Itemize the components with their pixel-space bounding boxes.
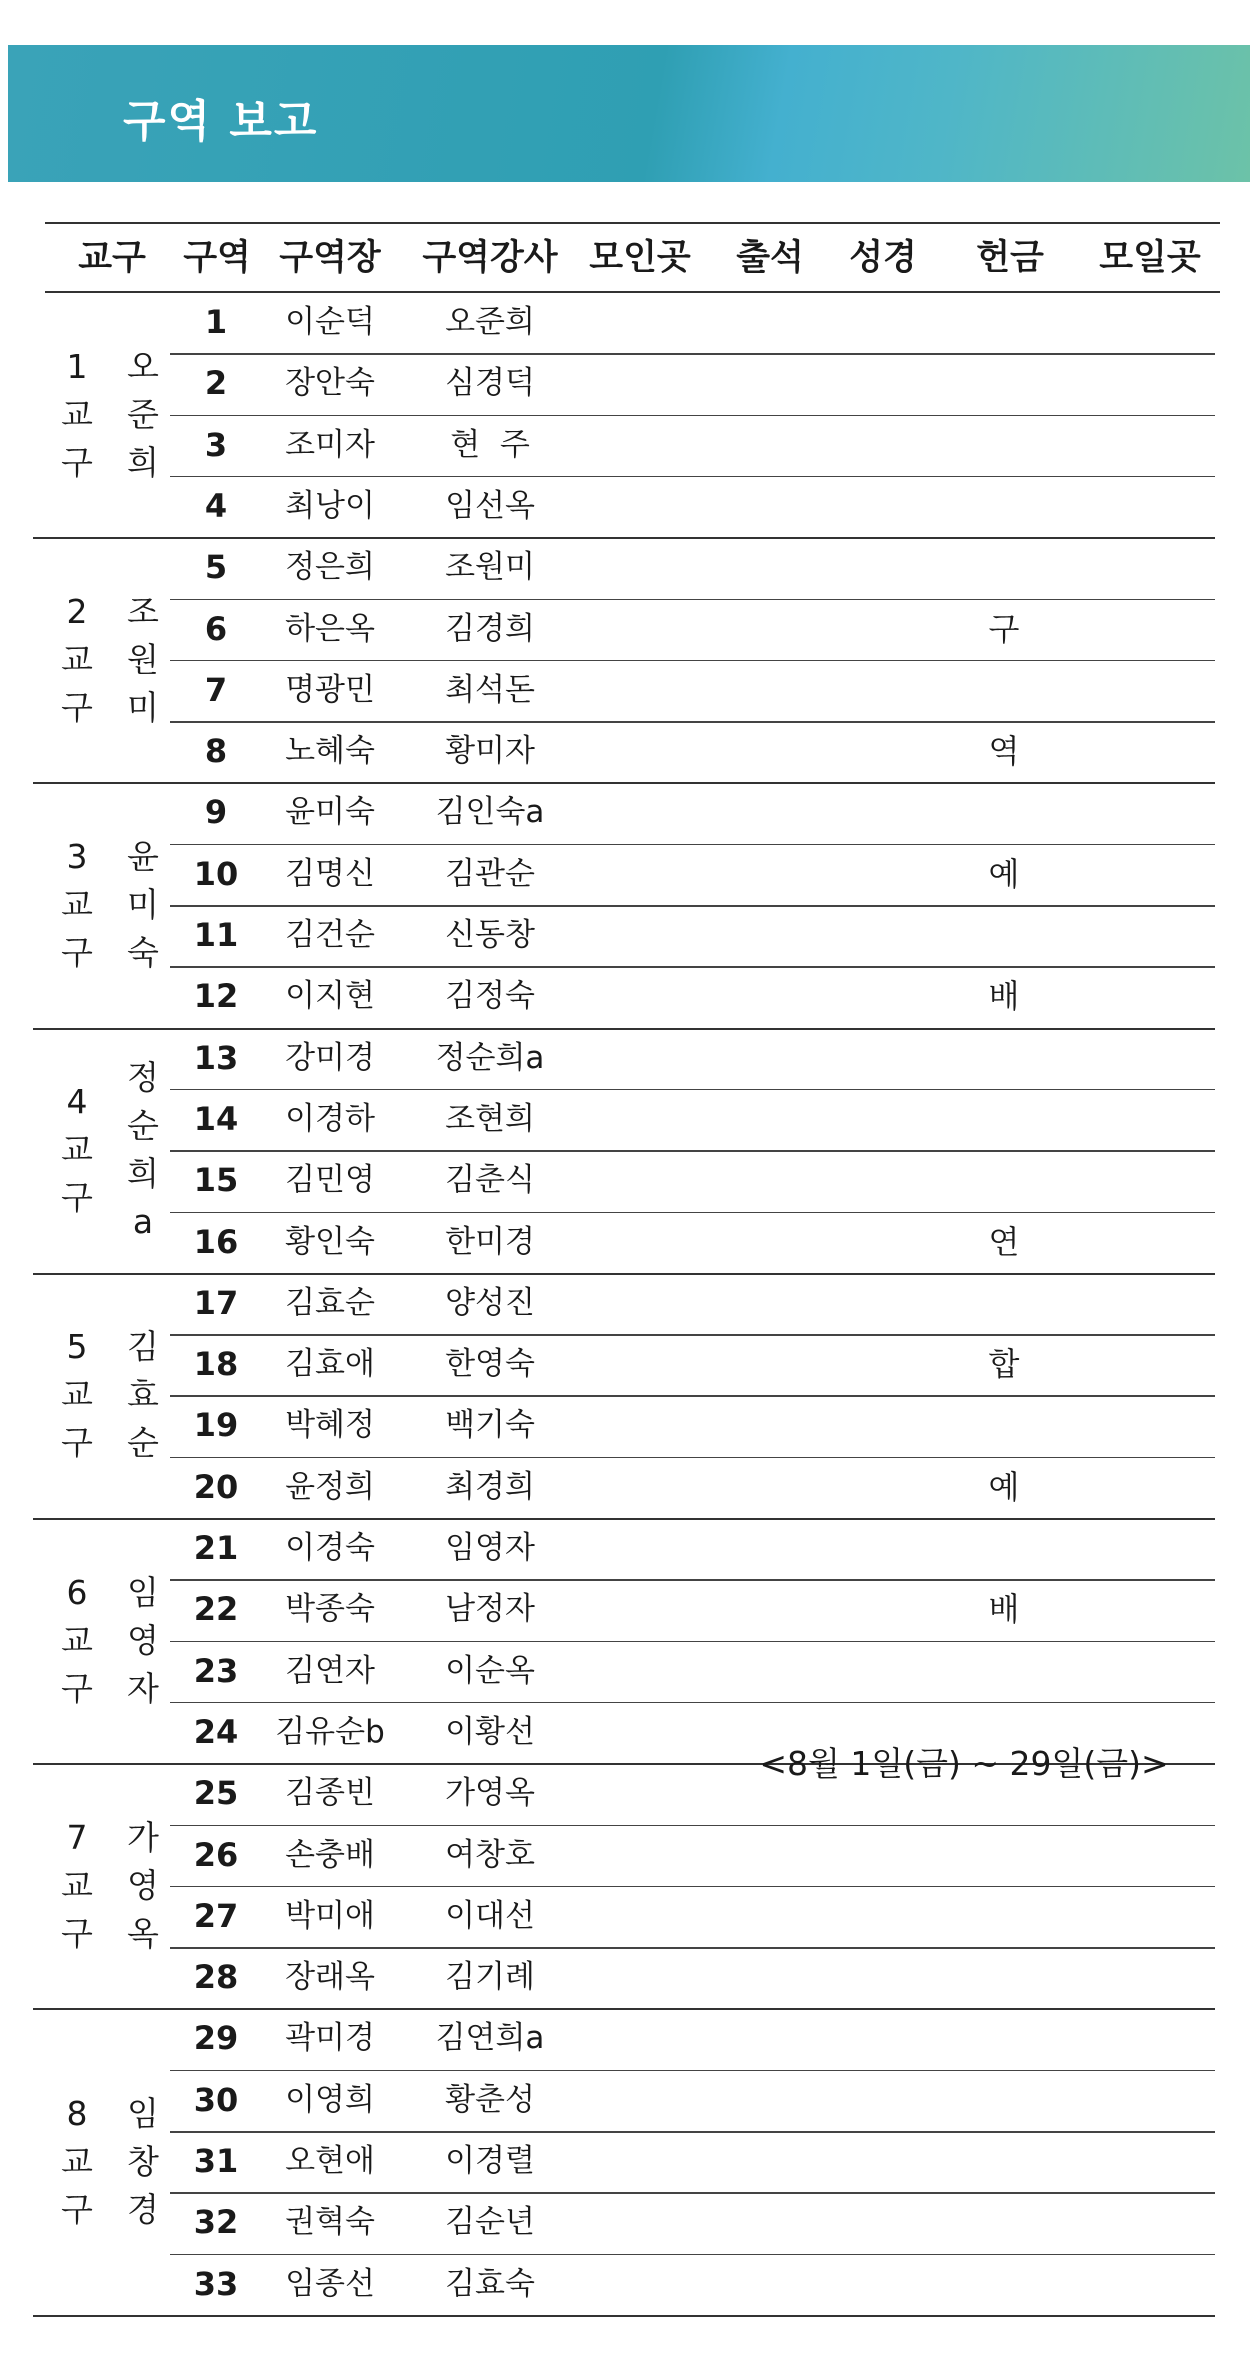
district-number: 11 bbox=[193, 916, 239, 954]
district-number: 3 bbox=[204, 425, 228, 464]
district-teacher-name: 김춘식 bbox=[445, 1162, 535, 1199]
parish-number: 5 bbox=[66, 1327, 88, 1367]
district-number: 18 bbox=[193, 1345, 239, 1384]
district-number: 13 bbox=[193, 1038, 239, 1077]
parish-label-char: 구 bbox=[61, 1913, 93, 1953]
district-number: 17 bbox=[193, 1283, 239, 1322]
parish-label-char: 구 bbox=[61, 1668, 93, 1708]
parish-label-char: 교 bbox=[61, 1865, 93, 1905]
district-leader-name: 최낭이 bbox=[285, 487, 375, 524]
district-teacher-name: 백기숙 bbox=[445, 1407, 535, 1444]
district-teacher-name: 조원미 bbox=[445, 549, 535, 586]
offering-note-char: 예 bbox=[988, 854, 1020, 893]
column-header: 헌금 bbox=[976, 238, 1044, 278]
district-leader-name: 김효애 bbox=[285, 1346, 375, 1383]
district-leader-name: 강미경 bbox=[285, 1039, 375, 1076]
district-number: 20 bbox=[193, 1467, 239, 1506]
district-teacher-name: 신동창 bbox=[445, 917, 535, 953]
offering-note-char: 예 bbox=[988, 1467, 1020, 1506]
district-number: 29 bbox=[193, 2019, 239, 2058]
district-number: 26 bbox=[193, 1835, 239, 1874]
district-number: 6 bbox=[204, 609, 228, 648]
parish-label-char: 구 bbox=[61, 1178, 93, 1218]
district-number: 23 bbox=[193, 1651, 239, 1690]
column-header: 구역강사 bbox=[422, 238, 558, 278]
district-leader-name: 김종빈 bbox=[285, 1775, 375, 1812]
offering-note-char: 연 bbox=[988, 1222, 1020, 1261]
district-leader-name: 노혜숙 bbox=[285, 733, 375, 770]
district-number: 2 bbox=[204, 364, 228, 403]
district-leader-name: 박종숙 bbox=[285, 1591, 375, 1628]
district-number: 33 bbox=[193, 2264, 239, 2303]
district-teacher-name: 김경희 bbox=[445, 610, 535, 647]
parish-number: 4 bbox=[66, 1082, 88, 1122]
district-teacher-name: 김연희a bbox=[435, 2020, 545, 2057]
parish-label-char: 교 bbox=[61, 1375, 93, 1415]
district-leader-name: 손충배 bbox=[285, 1836, 375, 1873]
district-number: 22 bbox=[193, 1590, 239, 1629]
column-header: 출석 bbox=[736, 238, 804, 278]
district-teacher-name: 황춘성 bbox=[445, 2081, 535, 2118]
district-teacher-name: 양성진 bbox=[445, 1284, 535, 1321]
column-header: 구역 bbox=[183, 238, 251, 278]
parish-number: 8 bbox=[66, 2093, 88, 2133]
district-teacher-name: 이경렬 bbox=[445, 2143, 535, 2179]
parish-leader-name: 정 순 희 a bbox=[127, 1058, 159, 1242]
offering-note-char: 구 bbox=[988, 609, 1020, 648]
district-leader-name: 윤미숙 bbox=[285, 794, 375, 831]
district-leader-name: 김유순b bbox=[275, 1713, 385, 1750]
district-number: 31 bbox=[193, 2142, 239, 2180]
district-leader-name: 권혁숙 bbox=[285, 2204, 375, 2241]
parish-label-char: 구 bbox=[61, 687, 93, 727]
column-header: 모일곳 bbox=[1099, 238, 1201, 278]
district-leader-name: 장안숙 bbox=[285, 365, 375, 402]
district-leader-name: 윤정희 bbox=[285, 1468, 375, 1505]
offering-note-char: 배 bbox=[988, 1590, 1020, 1629]
parish-leader-name: 조 원 미 bbox=[127, 591, 159, 727]
district-leader-name: 김건순 bbox=[285, 917, 375, 953]
district-teacher-name: 조현희 bbox=[445, 1100, 535, 1137]
district-teacher-name: 심경덕 bbox=[445, 365, 535, 402]
parish-label-char: 교 bbox=[61, 2141, 93, 2181]
district-number: 16 bbox=[193, 1222, 239, 1261]
parish-label-char: 교 bbox=[61, 1130, 93, 1170]
district-teacher-name: 최경희 bbox=[445, 1468, 535, 1505]
district-number: 7 bbox=[204, 670, 228, 709]
column-header: 구역장 bbox=[279, 238, 381, 278]
district-number: 1 bbox=[204, 303, 228, 341]
district-leader-name: 이경숙 bbox=[285, 1530, 375, 1566]
district-teacher-name: 김순년 bbox=[445, 2204, 535, 2241]
parish-label-char: 교 bbox=[61, 1620, 93, 1660]
district-number: 24 bbox=[193, 1712, 239, 1751]
district-leader-name: 명광민 bbox=[285, 671, 375, 708]
district-leader-name: 이영희 bbox=[285, 2081, 375, 2118]
district-leader-name: 김효순 bbox=[285, 1284, 375, 1321]
offering-note-char: 합 bbox=[988, 1345, 1020, 1384]
district-teacher-name: 최석돈 bbox=[445, 671, 535, 708]
district-teacher-name: 황미자 bbox=[445, 733, 535, 770]
parish-number: 2 bbox=[66, 591, 88, 631]
district-leader-name: 이지현 bbox=[285, 978, 375, 1015]
district-number: 25 bbox=[193, 1774, 239, 1813]
district-leader-name: 오현애 bbox=[285, 2143, 375, 2179]
district-teacher-name: 김인숙a bbox=[435, 794, 545, 831]
district-leader-name: 장래옥 bbox=[285, 1959, 375, 1996]
column-header: 교구 bbox=[78, 238, 146, 278]
district-teacher-name: 이대선 bbox=[445, 1897, 535, 1934]
column-header: 성경 bbox=[849, 238, 917, 278]
district-leader-name: 조미자 bbox=[285, 426, 375, 463]
district-leader-name: 정은희 bbox=[285, 549, 375, 586]
district-leader-name: 곽미경 bbox=[285, 2020, 375, 2057]
district-number: 19 bbox=[193, 1406, 239, 1445]
parish-leader-name: 임 영 자 bbox=[127, 1572, 159, 1708]
page-title: 구역 보고 bbox=[123, 96, 319, 147]
parish-label-char: 교 bbox=[61, 885, 93, 924]
district-number: 21 bbox=[193, 1529, 239, 1567]
parish-label-char: 구 bbox=[61, 442, 93, 482]
parish-label-char: 교 bbox=[61, 394, 93, 434]
district-leader-name: 박미애 bbox=[285, 1897, 375, 1934]
table-top-rule bbox=[45, 222, 1220, 224]
parish-label-char: 교 bbox=[61, 639, 93, 679]
district-teacher-name: 한영숙 bbox=[445, 1346, 535, 1383]
district-teacher-name: 김정숙 bbox=[445, 978, 535, 1015]
district-teacher-name: 김관순 bbox=[445, 855, 535, 892]
district-teacher-name: 임선옥 bbox=[445, 487, 535, 524]
district-number: 15 bbox=[193, 1161, 239, 1200]
district-teacher-name: 가영옥 bbox=[445, 1775, 535, 1812]
offering-note-char: 역 bbox=[988, 732, 1020, 771]
district-teacher-name: 오준희 bbox=[445, 304, 535, 340]
parish-number: 3 bbox=[66, 837, 88, 876]
district-leader-name: 임종선 bbox=[285, 2265, 375, 2302]
district-number: 8 bbox=[204, 732, 228, 771]
district-leader-name: 이순덕 bbox=[285, 304, 375, 340]
parish-leader-name: 김 효 순 bbox=[127, 1327, 159, 1463]
district-number: 9 bbox=[204, 793, 228, 832]
district-leader-name: 김연자 bbox=[285, 1652, 375, 1689]
district-number: 12 bbox=[193, 977, 239, 1016]
parish-label-char: 구 bbox=[61, 1423, 93, 1463]
district-number: 27 bbox=[193, 1896, 239, 1935]
district-leader-name: 박혜정 bbox=[285, 1407, 375, 1444]
district-teacher-name: 이순옥 bbox=[445, 1652, 535, 1689]
parish-leader-name: 임 창 경 bbox=[127, 2093, 159, 2229]
period-note: <8월 1일(금) ~ 29일(금)> bbox=[759, 1744, 1169, 1783]
group-divider bbox=[33, 2315, 1215, 2317]
district-teacher-name: 여창호 bbox=[445, 1836, 535, 1873]
parish-label-char: 구 bbox=[61, 2189, 93, 2229]
parish-number: 1 bbox=[66, 346, 88, 386]
parish-number: 6 bbox=[66, 1572, 88, 1612]
district-teacher-name: 임영자 bbox=[445, 1530, 535, 1566]
parish-leader-name: 윤 미 숙 bbox=[127, 837, 159, 972]
district-teacher-name: 김기례 bbox=[445, 1959, 535, 1996]
district-teacher-name: 현 주 bbox=[450, 426, 530, 463]
district-leader-name: 하은옥 bbox=[285, 610, 375, 647]
district-leader-name: 김명신 bbox=[285, 855, 375, 892]
district-teacher-name: 정순희a bbox=[435, 1039, 545, 1076]
parish-label-char: 구 bbox=[61, 933, 93, 972]
parish-number: 7 bbox=[66, 1817, 88, 1857]
district-number: 32 bbox=[193, 2203, 239, 2242]
district-number: 14 bbox=[193, 1099, 239, 1138]
district-number: 28 bbox=[193, 1958, 239, 1997]
district-teacher-name: 남정자 bbox=[445, 1591, 535, 1628]
district-leader-name: 이경하 bbox=[285, 1100, 375, 1137]
district-teacher-name: 한미경 bbox=[445, 1223, 535, 1260]
district-number: 4 bbox=[204, 486, 228, 525]
district-teacher-name: 김효숙 bbox=[445, 2265, 535, 2302]
district-number: 30 bbox=[193, 2080, 239, 2119]
district-number: 5 bbox=[204, 548, 228, 587]
parish-leader-name: 오 준 희 bbox=[127, 346, 159, 482]
district-leader-name: 황인숙 bbox=[285, 1223, 375, 1260]
district-teacher-name: 이황선 bbox=[445, 1713, 535, 1750]
parish-leader-name: 가 영 옥 bbox=[127, 1817, 159, 1953]
offering-note-char: 배 bbox=[988, 977, 1020, 1016]
district-leader-name: 김민영 bbox=[285, 1162, 375, 1199]
column-header: 모인곳 bbox=[589, 238, 691, 278]
district-number: 10 bbox=[193, 854, 239, 893]
